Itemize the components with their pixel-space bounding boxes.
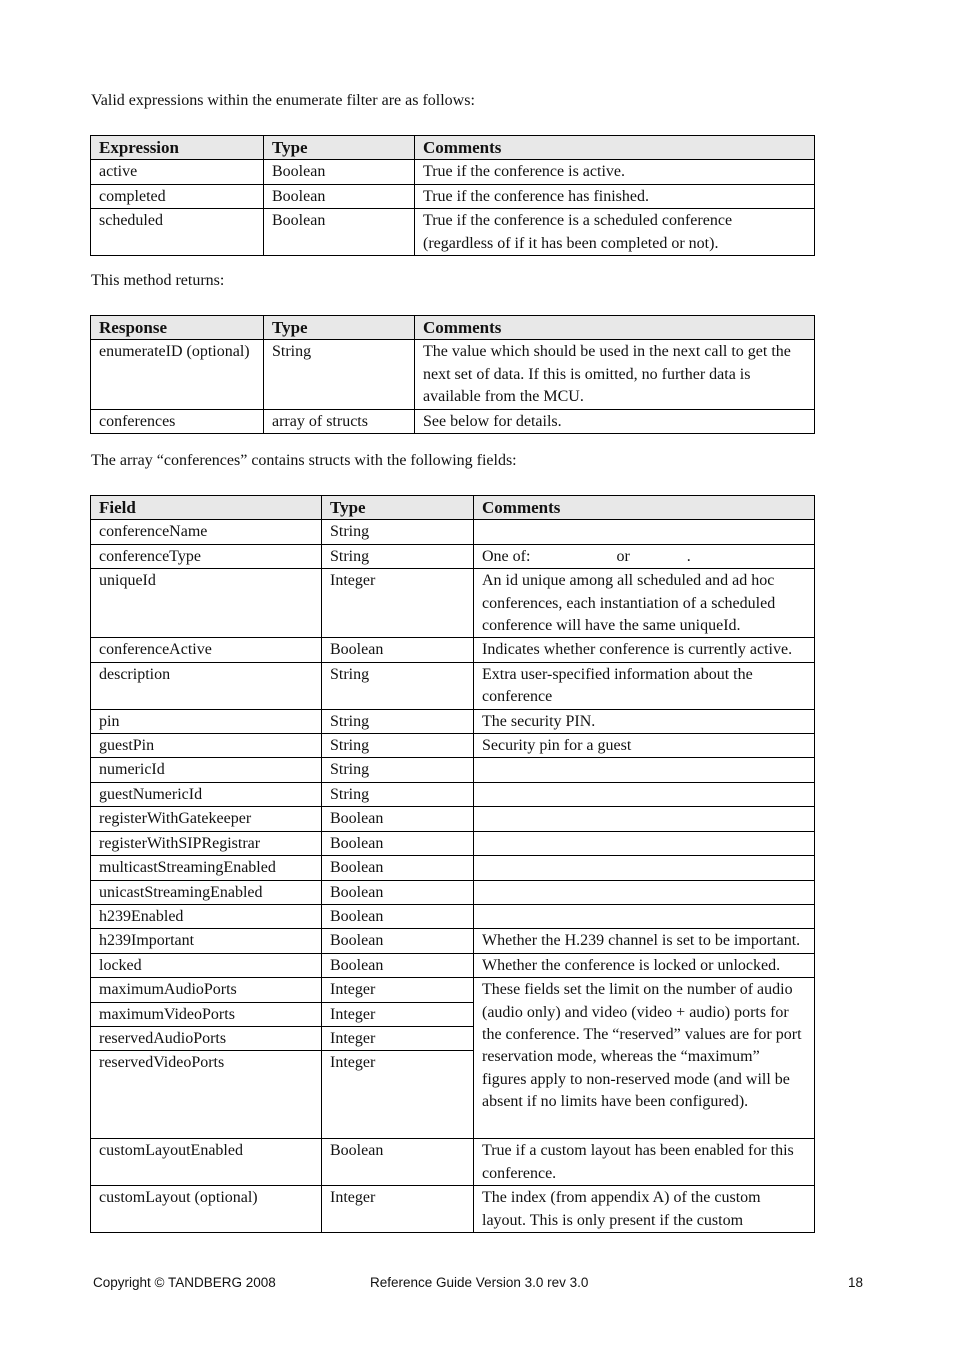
table-cell: True if the conference is active.: [415, 160, 815, 184]
table-cell: [474, 831, 815, 855]
table-cell: Boolean: [322, 638, 474, 662]
table-cell: True if the conference has finished.: [415, 184, 815, 208]
table-cell: The security PIN.: [474, 709, 815, 733]
table-cell: [474, 782, 815, 806]
conference-type-prefix: One of:: [482, 547, 531, 565]
table-cell: Integer: [322, 978, 474, 1002]
column-header: Comments: [415, 136, 815, 160]
table-cell: String: [322, 662, 474, 709]
table-row: [91, 904, 815, 928]
table-cell: multicastStreamingEnabled: [91, 856, 322, 880]
table-cell: See below for details.: [415, 409, 815, 433]
table-row: [91, 184, 815, 208]
table-row: [91, 953, 815, 977]
table-cell: Boolean: [264, 209, 415, 256]
table-cell: Boolean: [264, 160, 415, 184]
table-row: [91, 544, 815, 568]
table-cell: array of structs: [264, 409, 415, 433]
table-cell: The value which should be used in the next call to get the next set of data. If this is omitted, no further data is available from the MCU.: [415, 340, 815, 409]
table-row: [91, 209, 815, 256]
footer-page-number: 18: [848, 1275, 864, 1290]
table-cell: pin: [91, 709, 322, 733]
table-cell: [474, 758, 815, 782]
table-cell: String: [322, 520, 474, 544]
table-cell: Extra user-specified information about the conference: [474, 662, 815, 709]
column-header: Expression: [91, 136, 264, 160]
table-cell: Boolean: [322, 856, 474, 880]
table-row: [91, 856, 815, 880]
table-cell: [474, 880, 815, 904]
table-cell: Integer: [322, 1186, 474, 1233]
column-header: Type: [264, 136, 415, 160]
table-row: [91, 807, 815, 831]
table-cell: reservedVideoPorts: [91, 1051, 322, 1139]
footer-copyright: Copyright © TANDBERG 2008: [93, 1275, 276, 1290]
table-row: [91, 880, 815, 904]
table-cell: enumerateID (optional): [91, 340, 264, 409]
table-row: [91, 734, 815, 758]
table-cell: conferenceActive: [91, 638, 322, 662]
table-cell: Integer: [322, 1002, 474, 1026]
intro-text: Valid expressions within the enumerate filter are as follows:: [91, 92, 475, 109]
table-cell: String: [322, 709, 474, 733]
table-cell: h239Important: [91, 929, 322, 953]
table-cell: locked: [91, 953, 322, 977]
table-cell: Boolean: [322, 880, 474, 904]
table-header-row: [91, 496, 815, 520]
column-header: Field: [91, 496, 322, 520]
table-cell: String: [322, 782, 474, 806]
table-cell: description: [91, 662, 322, 709]
table-cell: True if the conference is a scheduled conference (regardless of if it has been completed or not).: [415, 209, 815, 256]
table-cell: uniqueId: [91, 569, 322, 638]
table-cell: String: [322, 544, 474, 568]
table-cell: registerWithSIPRegistrar: [91, 831, 322, 855]
table-cell: Indicates whether conference is currently active.: [474, 638, 815, 662]
table-row: [91, 1139, 815, 1186]
table-cell: Boolean: [322, 831, 474, 855]
table-cell: These fields set the limit on the number of audio (audio only) and video (video + audio) ports for the conference. The “reserved” values are for port reservation mode, whereas the “maximum” figures apply to non-reserved mode (and will be absent if no limits have been configured).: [474, 978, 815, 1139]
table-cell: Boolean: [322, 807, 474, 831]
table-cell: completed: [91, 184, 264, 208]
table-cell: [474, 544, 815, 568]
returns-text: This method returns:: [91, 272, 225, 289]
table-cell: guestPin: [91, 734, 322, 758]
conference-type-or: or: [616, 547, 630, 565]
table-row: [91, 782, 815, 806]
table-cell: h239Enabled: [91, 904, 322, 928]
column-header: Comments: [415, 316, 815, 340]
table-cell: customLayout (optional): [91, 1186, 322, 1233]
table-cell: Integer: [322, 569, 474, 638]
table-cell: String: [322, 758, 474, 782]
column-header: Type: [264, 316, 415, 340]
table-row: [91, 520, 815, 544]
table-row: [91, 638, 815, 662]
conference-type-end: .: [686, 547, 691, 565]
table-row: [91, 758, 815, 782]
table-cell: Whether the H.239 channel is set to be important.: [474, 929, 815, 953]
table-cell: String: [264, 340, 415, 409]
fields-table: [90, 495, 815, 1233]
table-cell: Boolean: [322, 929, 474, 953]
table-cell: Boolean: [322, 953, 474, 977]
table-row: [91, 709, 815, 733]
table-row: [91, 1186, 815, 1233]
table-cell: registerWithGatekeeper: [91, 807, 322, 831]
table-header-row: [91, 316, 815, 340]
table-cell: Whether the conference is locked or unlocked.: [474, 953, 815, 977]
table-cell: maximumAudioPorts: [91, 978, 322, 1002]
table-cell: The index (from appendix A) of the custom layout. This is only present if the custom: [474, 1186, 815, 1233]
table-cell: conferences: [91, 409, 264, 433]
table-cell: True if a custom layout has been enabled for this conference.: [474, 1139, 815, 1186]
array-text: The array “conferences” contains structs with the following fields:: [91, 452, 517, 469]
table-cell: maximumVideoPorts: [91, 1002, 322, 1026]
table-cell: Security pin for a guest: [474, 734, 815, 758]
table-cell: reservedAudioPorts: [91, 1026, 322, 1050]
table-row: [91, 978, 815, 1002]
response-table: [90, 315, 815, 434]
table-cell: Boolean: [264, 184, 415, 208]
table-cell: active: [91, 160, 264, 184]
table-cell: guestNumericId: [91, 782, 322, 806]
table-row: [91, 662, 815, 709]
table-cell: Boolean: [322, 1139, 474, 1186]
table-row: [91, 929, 815, 953]
table-cell: An id unique among all scheduled and ad hoc conferences, each instantiation of a scheduled conference will have the same uniqueId.: [474, 569, 815, 638]
table-row: [91, 569, 815, 638]
table-cell: conferenceType: [91, 544, 322, 568]
table-cell: String: [322, 734, 474, 758]
table-cell: Integer: [322, 1026, 474, 1050]
table-cell: Boolean: [322, 904, 474, 928]
table-row: [91, 409, 815, 433]
column-header: Response: [91, 316, 264, 340]
table-row: [91, 160, 815, 184]
table-cell: [474, 520, 815, 544]
footer-version: Reference Guide Version 3.0 rev 3.0: [370, 1275, 589, 1290]
table-cell: [474, 904, 815, 928]
table-cell: scheduled: [91, 209, 264, 256]
table-header-row: [91, 136, 815, 160]
table-cell: [474, 807, 815, 831]
table-cell: customLayoutEnabled: [91, 1139, 322, 1186]
table-cell: [474, 856, 815, 880]
table-row: [91, 831, 815, 855]
column-header: Comments: [474, 496, 815, 520]
table-row: [91, 340, 815, 409]
table-cell: conferenceName: [91, 520, 322, 544]
table-cell: unicastStreamingEnabled: [91, 880, 322, 904]
column-header: Type: [322, 496, 474, 520]
table-cell: numericId: [91, 758, 322, 782]
filter-table: [90, 135, 815, 256]
table-cell: Integer: [322, 1051, 474, 1139]
